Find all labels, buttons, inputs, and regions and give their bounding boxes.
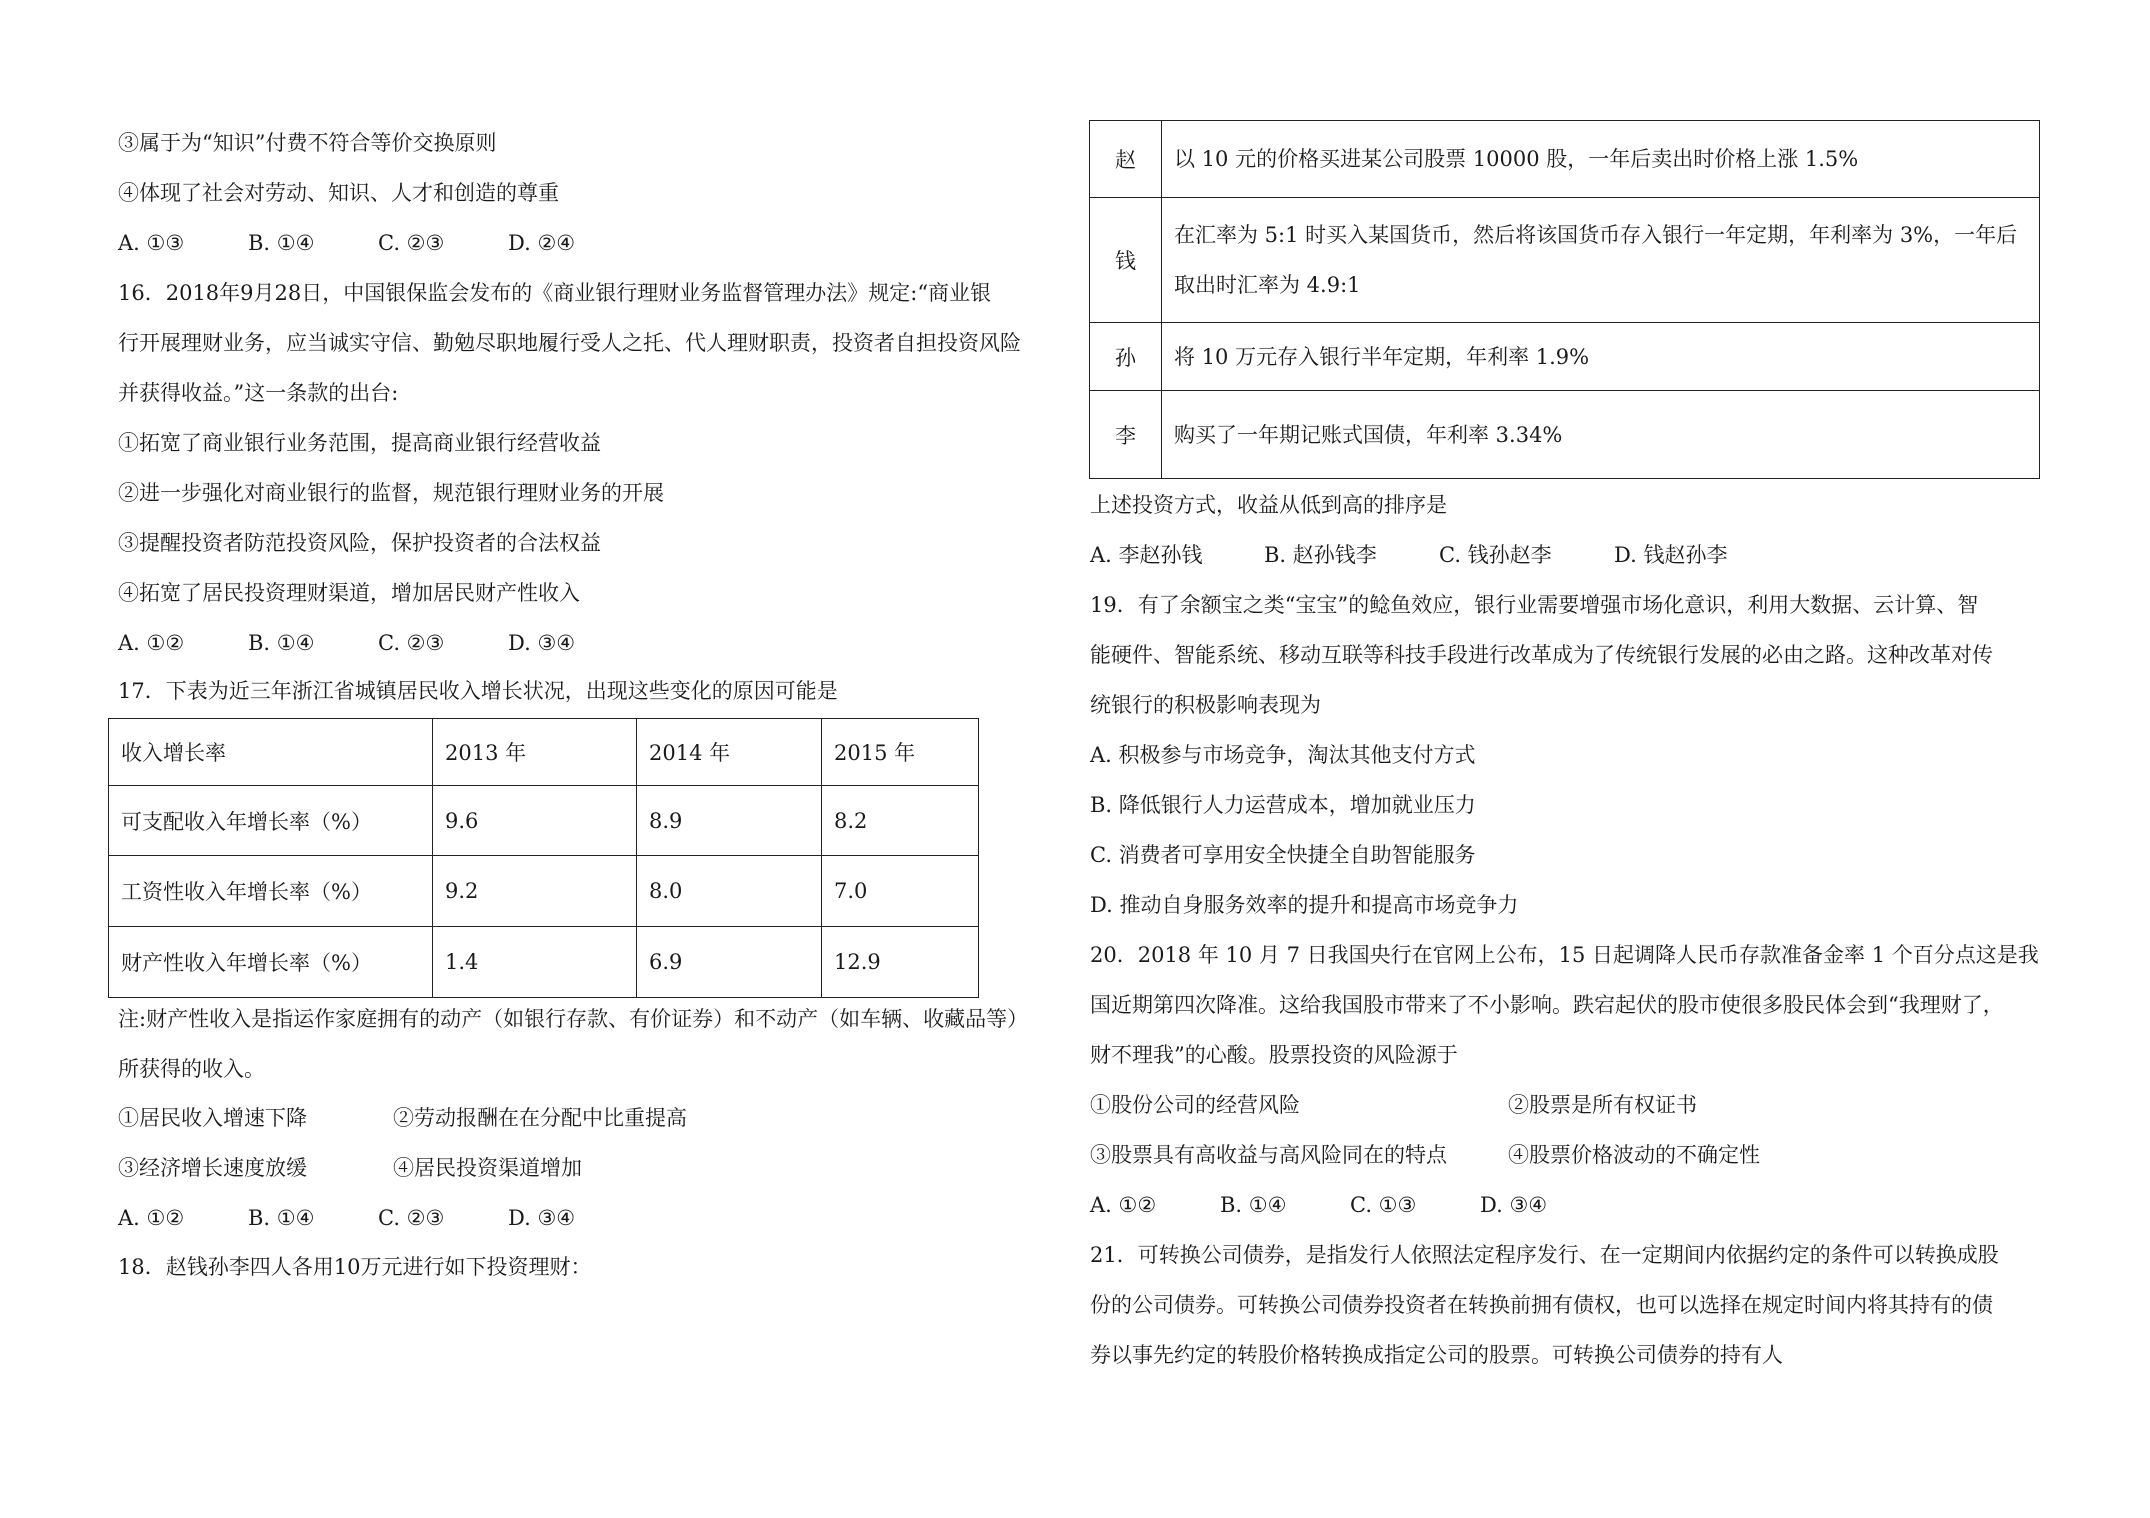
q19-choice-a: A. 积极参与市场竞争，淘汰其他支付方式 — [1090, 743, 1476, 767]
table-header-row — [109, 719, 979, 786]
table-header-cell: 2013 年 — [433, 719, 637, 786]
q20-option-b: B. ①④ — [1220, 1193, 1287, 1217]
investor-name: 李 — [1090, 391, 1162, 479]
q19-stem-line-1: 19．有了余额宝之类“宝宝”的鲶鱼效应，银行业需要增强市场化意识，利用大数据、云计算、智 — [1090, 593, 1979, 617]
q18-investment-table — [1089, 120, 2040, 479]
q15-option-d: D. ②④ — [508, 231, 576, 255]
q17-income-table — [108, 718, 979, 998]
q18-option-a: A. 李赵孙钱 — [1090, 543, 1203, 567]
q20-item-4: ④股票价格波动的不确定性 — [1508, 1143, 1760, 1167]
q16-option-c: C. ②③ — [378, 631, 445, 655]
q15-option-b: B. ①④ — [248, 231, 315, 255]
table-cell: 8.0 — [637, 856, 822, 927]
q19-choice-d: D. 推动自身服务效率的提升和提高市场竞争力 — [1090, 893, 1519, 917]
q18-stem: 18．赵钱孙李四人各用10万元进行如下投资理财： — [118, 1255, 592, 1279]
table-cell: 可支配收入年增长率（%） — [109, 786, 433, 856]
q21-stem-line-3: 券以事先约定的转股价格转换成指定公司的股票。可转换公司债券的持有人 — [1090, 1343, 1783, 1367]
investment-description: 以 10 元的价格买进某公司股票 10000 股，一年后卖出时价格上涨 1.5% — [1162, 121, 2040, 198]
q17-item-3: ③经济增长速度放缓 — [118, 1156, 307, 1180]
q20-option-a: A. ①② — [1090, 1193, 1157, 1217]
q16-item-3: ③提醒投资者防范投资风险，保护投资者的合法权益 — [118, 531, 601, 555]
q16-option-d: D. ③④ — [508, 631, 576, 655]
q16-stem-line-1: 16．2018年9月28日，中国银保监会发布的《商业银行理财业务监督管理办法》规定:“商业银 — [118, 281, 992, 305]
q17-option-c: C. ②③ — [378, 1206, 445, 1230]
table-cell: 8.2 — [822, 786, 979, 856]
q16-option-b: B. ①④ — [248, 631, 315, 655]
table-header-cell: 收入增长率 — [109, 719, 433, 786]
q20-items-row-2 — [1090, 1140, 1760, 1170]
table-row — [1090, 323, 2040, 391]
q17-stem: 17．下表为近三年浙江省城镇居民收入增长状况，出现这些变化的原因可能是 — [118, 679, 838, 703]
q16-stem-line-2: 行开展理财业务，应当诚实守信、勤勉尽职地履行受人之托、代人理财职责，投资者自担投资风险 — [118, 331, 1021, 355]
q16-item-2: ②进一步强化对商业银行的监督，规范银行理财业务的开展 — [118, 481, 664, 505]
investor-name: 钱 — [1090, 198, 1162, 323]
table-row — [109, 856, 979, 927]
q16-item-1: ①拓宽了商业银行业务范围，提高商业银行经营收益 — [118, 431, 601, 455]
table-cell: 8.9 — [637, 786, 822, 856]
q19-stem-line-3: 统银行的积极影响表现为 — [1090, 693, 1321, 717]
table-cell: 财产性收入年增长率（%） — [109, 927, 433, 998]
q20-option-c: C. ①③ — [1350, 1193, 1417, 1217]
investment-description: 购买了一年期记账式国债，年利率 3.34% — [1162, 391, 2040, 479]
q17-options — [118, 1203, 575, 1233]
q20-options — [1090, 1190, 1547, 1220]
investor-name: 赵 — [1090, 121, 1162, 198]
q15-item-3: ③属于为“知识”付费不符合等价交换原则 — [118, 131, 497, 155]
table-cell: 1.4 — [433, 927, 637, 998]
q17-option-d: D. ③④ — [508, 1206, 576, 1230]
q17-item-4: ④居民投资渠道增加 — [393, 1156, 582, 1180]
q17-note-line-2: 所获得的收入。 — [118, 1057, 265, 1081]
q17-items-row-2 — [118, 1153, 582, 1183]
q19-choice-c: C. 消费者可享用安全快捷全自助智能服务 — [1090, 843, 1476, 867]
q20-stem-line-2: 国近期第四次降准。这给我国股市带来了不小影响。跌宕起伏的股市使很多股民体会到“我理财了， — [1090, 993, 2004, 1017]
table-cell: 12.9 — [822, 927, 979, 998]
q20-items-row-1 — [1090, 1090, 1697, 1120]
q15-option-a: A. ①③ — [118, 231, 185, 255]
q17-item-2: ②劳动报酬在在分配中比重提高 — [393, 1106, 687, 1130]
q20-item-3: ③股票具有高收益与高风险同在的特点 — [1090, 1143, 1447, 1167]
q18-question: 上述投资方式，收益从低到高的排序是 — [1090, 493, 1447, 517]
q16-option-a: A. ①② — [118, 631, 185, 655]
q15-item-4: ④体现了社会对劳动、知识、人才和创造的尊重 — [118, 181, 559, 205]
q17-items-row-1 — [118, 1103, 687, 1133]
table-row — [109, 786, 979, 856]
q18-option-d: D. 钱赵孙李 — [1614, 543, 1728, 567]
q17-note-line-1: 注:财产性收入是指运作家庭拥有的动产（如银行存款、有价证券）和不动产（如车辆、收藏品等） — [118, 1007, 1029, 1031]
table-cell: 6.9 — [637, 927, 822, 998]
q20-item-2: ②股票是所有权证书 — [1508, 1093, 1697, 1117]
q21-stem-line-2: 份的公司债券。可转换公司债券投资者在转换前拥有债权，也可以选择在规定时间内将其持有的债 — [1090, 1293, 1993, 1317]
q17-item-1: ①居民收入增速下降 — [118, 1106, 307, 1130]
table-cell: 7.0 — [822, 856, 979, 927]
table-row — [1090, 391, 2040, 479]
q18-option-c: C. 钱孙赵李 — [1439, 543, 1552, 567]
table-cell: 9.6 — [433, 786, 637, 856]
table-header-cell: 2015 年 — [822, 719, 979, 786]
q20-item-1: ①股份公司的经营风险 — [1090, 1093, 1300, 1117]
table-row — [1090, 121, 2040, 198]
q16-item-4: ④拓宽了居民投资理财渠道，增加居民财产性收入 — [118, 581, 580, 605]
table-cell: 工资性收入年增长率（%） — [109, 856, 433, 927]
q16-options — [118, 628, 575, 658]
q18-option-b: B. 赵孙钱李 — [1264, 543, 1377, 567]
q20-stem-line-1: 20．2018 年 10 月 7 日我国央行在官网上公布，15 日起调降人民币存款准备金率 1 个百分点这是我 — [1090, 943, 2039, 967]
investor-name: 孙 — [1090, 323, 1162, 391]
table-row — [109, 927, 979, 998]
q20-stem-line-3: 财不理我”的心酸。股票投资的风险源于 — [1090, 1043, 1458, 1067]
investment-description: 将 10 万元存入银行半年定期，年利率 1.9% — [1162, 323, 2040, 391]
q15-options — [118, 228, 575, 258]
q17-option-b: B. ①④ — [248, 1206, 315, 1230]
q18-options — [1090, 540, 1727, 570]
q16-stem-line-3: 并获得收益。”这一条款的出台: — [118, 381, 399, 405]
table-header-cell: 2014 年 — [637, 719, 822, 786]
table-cell: 9.2 — [433, 856, 637, 927]
q21-stem-line-1: 21．可转换公司债券，是指发行人依照法定程序发行、在一定期间内依据约定的条件可以转换成股 — [1090, 1243, 1999, 1267]
q17-option-a: A. ①② — [118, 1206, 185, 1230]
q19-choice-b: B. 降低银行人力运营成本，增加就业压力 — [1090, 793, 1476, 817]
q15-option-c: C. ②③ — [378, 231, 445, 255]
q19-stem-line-2: 能硬件、智能系统、移动互联等科技手段进行改革成为了传统银行发展的必由之路。这种改革对传 — [1090, 643, 1993, 667]
table-row — [1090, 198, 2040, 323]
investment-description: 在汇率为 5:1 时买入某国货币，然后将该国货币存入银行一年定期，年利率为 3%，一年后取出时汇率为 4.9:1 — [1162, 198, 2040, 323]
q20-option-d: D. ③④ — [1480, 1193, 1548, 1217]
